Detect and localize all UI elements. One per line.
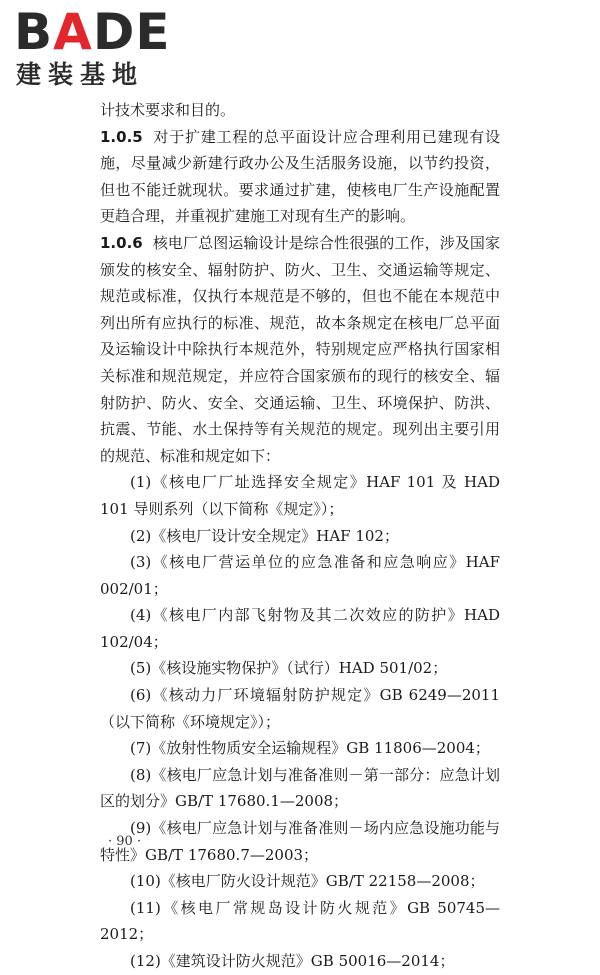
list-item: (8)《核电厂应急计划与准备准则－第一部分：应急计划区的划分》GB/T 17680.1—2008；	[100, 765, 500, 811]
list-item: (10)《核电厂防火设计规范》GB/T 22158—2008；	[130, 872, 485, 891]
list-item: (2)《核电厂设计安全规定》HAF 102；	[130, 526, 399, 545]
brand-logo	[8, 3, 178, 94]
list-item: (3)《核电厂营运单位的应急准备和应急响应》HAF 002/01；	[100, 553, 500, 598]
brand-logo-subtitle: 建装基地	[16, 60, 145, 89]
lead-line: 计技术要求和目的。	[100, 101, 236, 119]
list-item: (5)《核设施实物保护》（试行）HAD 501/02；	[130, 659, 448, 678]
clause-1-0-5	[100, 124, 500, 230]
list-item: (1)《核电厂厂址选择安全规定》HAF 101 及 HAD 101 导则系列（以下简称《规定》）；	[100, 473, 500, 518]
list-item: (7)《放射性物质安全运输规程》GB 11806—2004；	[130, 739, 490, 758]
brand-logo-mark	[14, 3, 171, 61]
logo-letters-de: DE	[92, 3, 171, 61]
clause-1-0-6	[100, 230, 500, 469]
clause-text: 核电厂总图运输设计是综合性很强的工作，涉及国家颁发的核安全、辐射防护、防火、卫生、交通运输等规定、规范或标准，仅执行本规范是不够的，但也不能在本规范中列出所有应执行的标准、规范，故本条规定在核电厂总平面及运输设计中除执行本规范外，特别规定应严格执行国家相关标准和规范规定，并应符合国家颁布的现行的核安全、辐射防护、防火、安全、交通运输、卫生、环境保护、防洪、抗震、节能、水土保持等有关规范的规定。现列出主要引用的规范、标准和规定如下：	[100, 233, 500, 465]
logo-letter-b: B	[14, 3, 54, 61]
list-item: (11)《核电厂常规岛设计防火规范》GB 50745—2012；	[100, 898, 500, 944]
list-item: (9)《核电厂应急计划与准备准则－场内应急设施功能与特性》GB/T 17680.7—2003；	[100, 819, 500, 864]
list-item: (6)《核动力厂环境辐射防护规定》GB 6249—2011（以下简称《环境规定》）；	[100, 686, 500, 731]
list-item: (12)《建筑设计防火规范》GB 50016—2014；	[130, 952, 455, 970]
page-number: · 90 ·	[108, 834, 142, 849]
clause-number: 1.0.6	[100, 233, 143, 252]
clause-text: 对于扩建工程的总平面设计应合理利用已建现有设施，尽量减少新建行政办公及生活服务设施，以节约投资，但也不能迁就现状。要求通过扩建，使核电厂生产设施配置更趋合理，并重视扩建施工对现有生产的影响。	[100, 127, 500, 226]
logo-letter-a: A	[53, 3, 93, 61]
document-body	[100, 97, 500, 975]
clause-number: 1.0.5	[100, 127, 143, 146]
list-item: (4)《核电厂内部飞射物及其二次效应的防护》HAD 102/04；	[100, 606, 500, 651]
